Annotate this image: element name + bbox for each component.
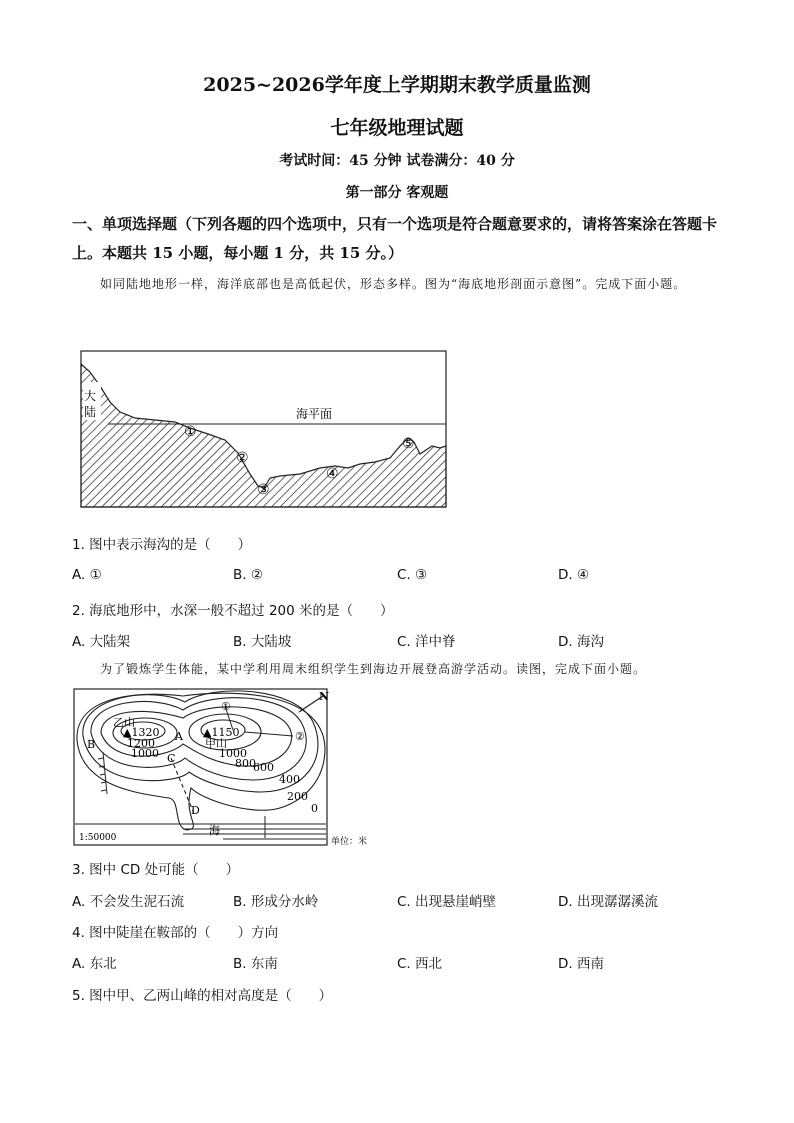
part-heading: 第一部分 客观题: [345, 185, 449, 201]
marker-5: ⑤: [402, 436, 415, 452]
point-a-label: A: [175, 730, 183, 743]
marker-1: ①: [184, 424, 197, 440]
question-1-option-d[interactable]: D. ④: [558, 567, 590, 583]
exam-subject: 七年级地理试题: [330, 117, 464, 139]
question-1-option-a[interactable]: A. ①: [72, 567, 102, 583]
question-3-option-c[interactable]: C. 出现悬崖峭壁: [397, 894, 497, 910]
contour-1000-label-right: 1000: [219, 747, 247, 760]
cliff-symbol: [98, 752, 107, 794]
contour-800-label: 800: [235, 757, 256, 770]
contour-0-label: 0: [311, 802, 318, 815]
question-3-option-a[interactable]: A. 不会发生泥石流: [72, 894, 185, 910]
peak-jia-name: 甲山: [205, 737, 227, 750]
north-label: N: [319, 690, 330, 703]
unit-label: 单位：米: [331, 837, 368, 847]
question-3-option-d[interactable]: D. 出现潺潺溪流: [558, 894, 658, 910]
point-d-label: D: [191, 804, 200, 817]
question-2-option-b[interactable]: B. 大陆坡: [233, 634, 292, 650]
exam-info: 考试时间：45 分钟 试卷满分：40 分: [279, 153, 515, 169]
peak-yi-elevation: ▲1320: [123, 726, 160, 739]
scale-label: 1:50000: [79, 833, 117, 843]
question-1-option-c[interactable]: C. ③: [397, 567, 428, 583]
point-b-label: B: [87, 738, 96, 751]
route-2-label: ②: [295, 730, 305, 743]
question-2-option-d[interactable]: D. 海沟: [558, 634, 604, 650]
question-1-stem: 1. 图中表示海沟的是（ ）: [72, 537, 252, 553]
intro-paragraph-2: 为了锻炼学生体能，某中学利用周末组织学生到海边开展登高游学活动。读图，完成下面小题。: [100, 662, 647, 676]
question-1-option-b[interactable]: B. ②: [233, 567, 263, 583]
seabed-profile-figure: [80, 350, 448, 510]
route-1-label: ①: [221, 700, 231, 713]
contour-map-figure: [73, 688, 378, 848]
peak-jia-elevation: ▲1150: [203, 726, 240, 739]
sea-level-label: 海平面: [296, 407, 333, 421]
exam-title: 2025~2026学年度上学期期末教学质量监测: [203, 74, 591, 96]
contour-200-label: 200: [287, 790, 308, 803]
contour-1000-label-left: 1000: [131, 747, 159, 760]
contour-600-label: 600: [253, 761, 274, 774]
point-c-label: C: [167, 752, 176, 765]
question-5-stem: 5. 图中甲、乙两山峰的相对高度是（ ）: [72, 988, 333, 1004]
section-heading: 一、单项选择题（下列各题的四个选项中，只有一个选项是符合题意要求的，请将答案涂在答题卡上。本题共 15 小题，每小题 1 分，共 15 分。）: [72, 215, 718, 262]
route-2-line: [245, 732, 293, 736]
question-4-option-b[interactable]: B. 东南: [233, 956, 278, 972]
question-4-option-c[interactable]: C. 西北: [397, 956, 443, 972]
question-3-stem: 3. 图中 CD 处可能（ ）: [72, 862, 240, 878]
marker-2: ②: [236, 450, 249, 466]
marker-3: ③: [257, 482, 270, 498]
question-4-stem: 4. 图中陡崖在鞍部的（ ）方向: [72, 925, 279, 941]
marker-4: ④: [326, 466, 339, 482]
question-2-stem: 2. 海底地形中，水深一般不超过 200 米的是（ ）: [72, 603, 394, 619]
contour-lines: [77, 691, 325, 830]
question-2-option-c[interactable]: C. 洋中脊: [397, 634, 456, 650]
contour-400-label: 400: [279, 773, 300, 786]
question-2-option-a[interactable]: A. 大陆架: [72, 634, 131, 650]
question-4-option-d[interactable]: D. 西南: [558, 956, 604, 972]
peak-yi-name: 乙山: [113, 716, 135, 729]
question-3-option-b[interactable]: B. 形成分水岭: [233, 894, 319, 910]
sea-label: 海: [209, 824, 220, 837]
question-4-option-a[interactable]: A. 东北: [72, 956, 117, 972]
contour-1200-label: 1200: [127, 737, 155, 750]
land-label: 大陆: [84, 389, 97, 419]
intro-paragraph-1: 如同陆地地形一样，海洋底部也是高低起伏，形态多样。图为“海底地形剖面示意图”。完成下面小题。: [100, 277, 687, 291]
